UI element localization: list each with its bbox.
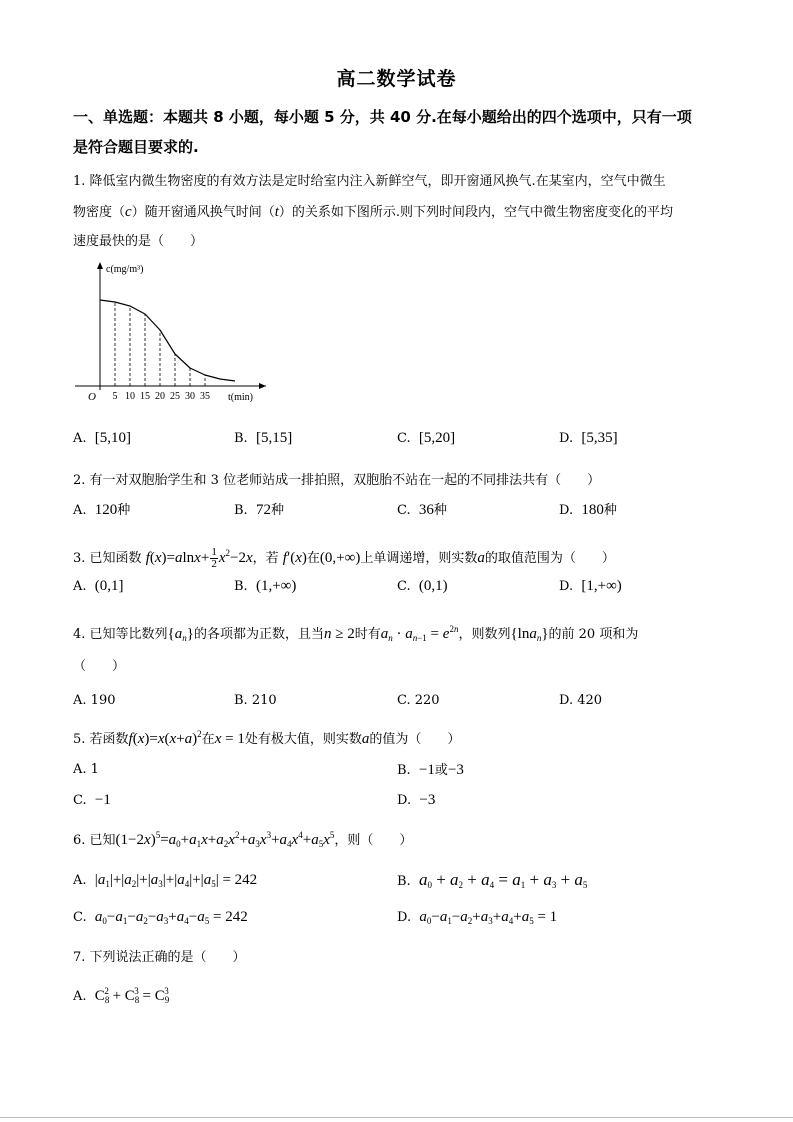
q6-option-a[interactable]: A. $|a_1|+|a_2|+|a_3|+|a_4|+|a_5| = 242$	[73, 872, 258, 889]
q2-option-c[interactable]: C. 36种	[397, 502, 447, 518]
q1-chart	[70, 258, 280, 408]
q1-option-a[interactable]: A. [5,10]	[73, 430, 132, 446]
x-tick-label: 10	[125, 391, 135, 402]
section-line-2: 是符合题目要求的.	[73, 138, 199, 156]
q5-option-a[interactable]: A. 1	[73, 762, 99, 777]
q5-option-b[interactable]: B. −1或−3	[397, 762, 464, 778]
page-bottom-rule	[0, 1117, 793, 1118]
q1-line-1: 1. 降低室内微生物密度的有效方法是定时给室内注入新鲜空气，即开窗通风换气.在某室内，空气中微生	[73, 174, 666, 189]
page-title: 高二数学试卷	[336, 68, 457, 90]
q1-option-c[interactable]: C. [5,20]	[397, 430, 456, 446]
q1-option-b[interactable]: B. [5,15]	[234, 430, 293, 446]
x-tick-label: 20	[155, 391, 165, 402]
q6-option-b[interactable]: B. $a_0 + a_2 + a_4 = a_1 + a_3 + a_5$	[397, 870, 588, 890]
origin-label: O	[88, 391, 96, 403]
q1-line-2: 物密度（c）随开窗通风换气时间（t）的关系如下图所示.则下列时间段内，空气中微生物密度变化的平均	[73, 204, 674, 220]
q4-option-d[interactable]: D. 420	[559, 693, 603, 708]
x-tick-label: 15	[140, 391, 150, 402]
q2-option-b[interactable]: B. 72种	[234, 502, 284, 518]
q2-option-a[interactable]: A. 120种	[73, 502, 131, 518]
density-curve	[100, 300, 235, 381]
q5-option-d[interactable]: D. −3	[397, 792, 436, 808]
q4-text: 4. 已知等比数列$\{a_n\}$的各项都为正数，且当n ≥ 2时有$a_n \cdot a_{n-1} = e^{2n}$，则数列{lna$_n$}的前 20 项和为	[73, 624, 639, 643]
y-axis-arrow	[97, 262, 103, 269]
q3-option-a[interactable]: A. (0,1]	[73, 578, 124, 594]
q1-option-d[interactable]: D. [5,35]	[559, 430, 618, 446]
q2-text: 2. 有一对双胞胎学生和 3 位老师站成一排拍照，双胞胎不站在一起的不同排法共有（ ）	[73, 473, 601, 488]
q5-option-c[interactable]: C. −1	[73, 792, 111, 808]
q1-line-3: 速度最快的是（ ）	[73, 234, 204, 249]
q7-option-a[interactable]: A. $C_8^2 + C_8^3 = C_9^3$	[73, 986, 170, 1005]
q3-option-d[interactable]: D. [1,+∞)	[559, 578, 622, 594]
q4-option-b[interactable]: B. 210	[234, 693, 277, 708]
q4-option-c[interactable]: C. 220	[397, 693, 440, 708]
q5-text: 5. 若函数$f(x)=x(x+a)^2$在x = 1处有极大值，则实数a的值为（ ）	[73, 729, 461, 747]
x-axis-label: t(min)	[228, 392, 253, 403]
q7-text: 7. 下列说法正确的是（ ）	[73, 950, 246, 965]
section-heading	[73, 102, 723, 162]
q6-option-d[interactable]: D. $a_0-a_1-a_2+a_3+a_4+a_5 = 1$	[397, 909, 558, 926]
x-tick-label: 30	[185, 391, 195, 402]
q6-option-c[interactable]: C. $a_0-a_1-a_2-a_3+a_4-a_5 = 242$	[73, 909, 248, 926]
q3-formula: f(x)=alnx+ $\frac{1}{2}$ $x^2-2x$	[145, 546, 253, 571]
q3-option-c[interactable]: C. (0,1)	[397, 578, 448, 594]
q4-line-2: （ ）	[73, 659, 126, 674]
q4-option-a[interactable]: A. 190	[73, 693, 116, 708]
x-tick-label: 25	[170, 391, 180, 402]
q2-option-d[interactable]: D. 180种	[559, 502, 617, 518]
q3-option-b[interactable]: B. (1,+∞)	[234, 578, 297, 594]
q6-text: 6. 已知$(1-2x)^5=a_0+a_1x+a_2x^2+a_3x^3+a_4x^4+a_5x^5$，则（ ）	[73, 830, 413, 849]
x-axis-arrow	[259, 383, 266, 389]
y-axis-label: c(mg/m³)	[106, 264, 144, 275]
x-tick-label: 35	[200, 391, 210, 402]
x-tick-label: 5	[112, 391, 118, 402]
section-line-1: 一、单选题：本题共 8 小题，每小题 5 分，共 40 分.在每小题给出的四个选项中，只有一项	[73, 108, 692, 126]
q3-text: 3. 已知函数 f(x)=alnx+ $\frac{1}{2}$ $x^2-2x$，若 f′(x)在(0,+∞)上单调递增，则实数a的取值范围为（ ）	[73, 546, 615, 571]
